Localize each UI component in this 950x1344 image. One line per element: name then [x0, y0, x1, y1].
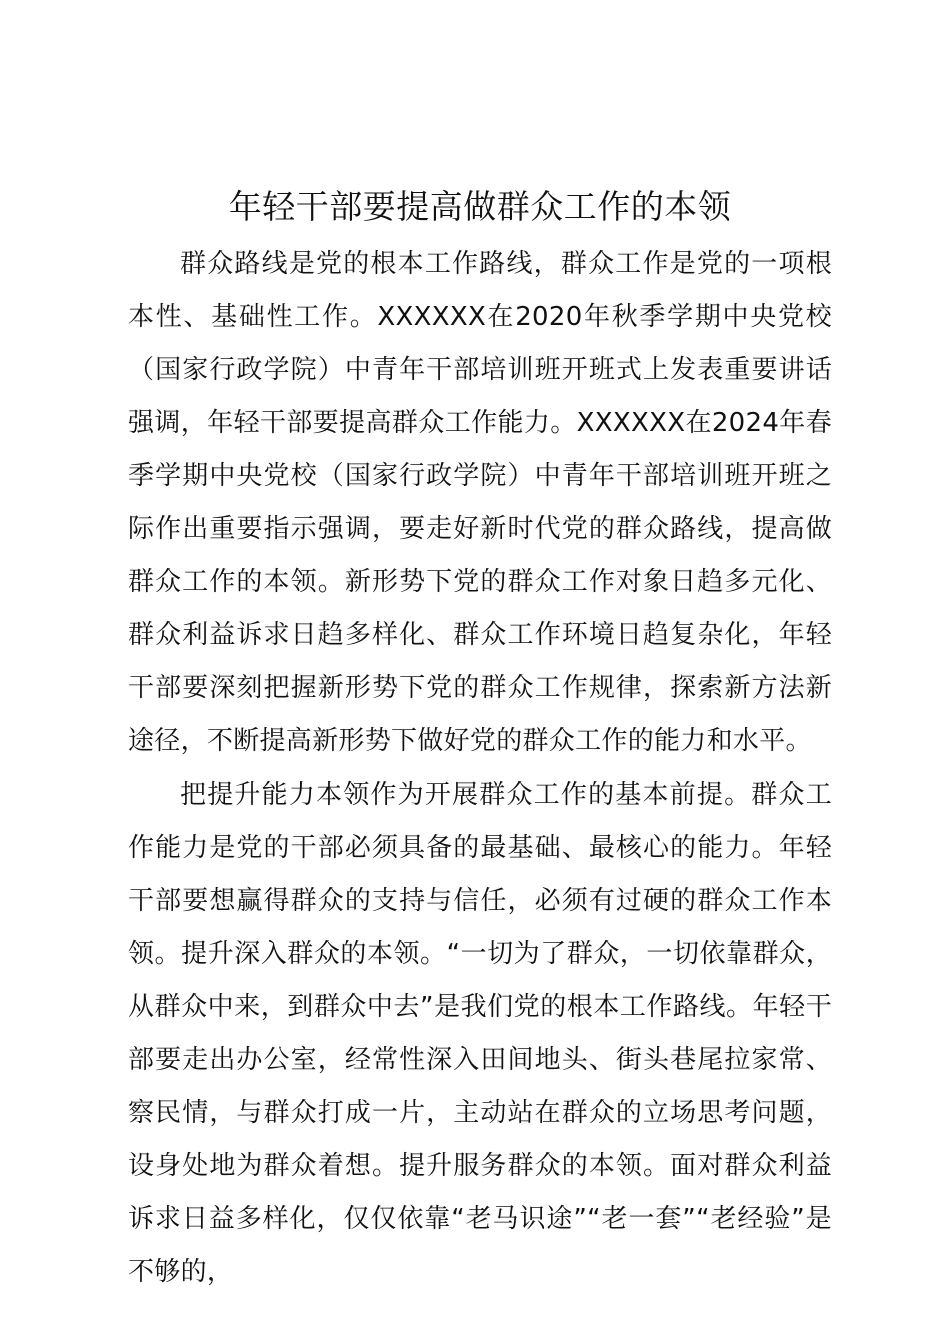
document-title: 年轻干部要提高做群众工作的本领 — [228, 187, 732, 226]
paragraph-2: 把提升能力本领作为开展群众工作的基本前提。群众工作能力是党的干部必须具备的最基础、最核心的能力。年轻干部要想赢得群众的支持与信任，必须有过硬的群众工作本领。提升深入群众的本领。“一切为了群众，一切依靠群众，从群众中来，到群众中去”是我们党的根本工作路线。年轻干部要走出办公室，经常性深入田间地头、街头巷尾拉家常、察民情，与群众打成一片，主动站在群众的立场思考问题，设身处地为群众着想。提升服务群众的本领。面对群众利益诉求日益多样化，仅仅依靠“老马识途”“老一套”“老经验”是不够的， — [128, 780, 832, 1287]
document-body — [128, 176, 832, 1299]
paragraph-1: 群众路线是党的根本工作路线，群众工作是党的一项根本性、基础性工作。XXXXXX在2020年秋季学期中央党校（国家行政学院）中青年干部培训班开班式上发表重要讲话强调，年轻干部要提高群众工作能力。XXXXXX在2024年春季学期中央党校（国家行政学院）中青年干部培训班开班之际作出重要指示强调，要走好新时代党的群众路线，提高做群众工作的本领。新形势下党的群众工作对象日趋多元化、群众利益诉求日趋多样化、群众工作环境日趋复杂化，年轻干部要深刻把握新形势下党的群众工作规律，探索新方法新途径，不断提高新形势下做好党的群众工作的能力和水平。 — [128, 249, 832, 756]
